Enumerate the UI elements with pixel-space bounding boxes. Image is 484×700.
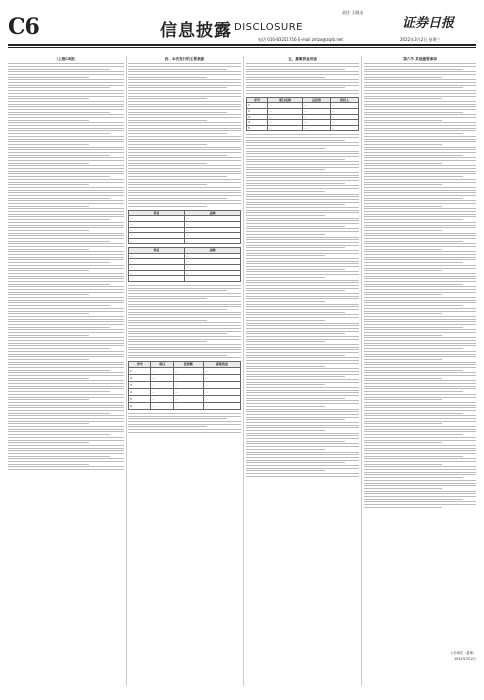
data-table: 序号 项目 投资额 募集资金 1 … … … 2 … … … 3 … … … 4 … … … 5 … … … 6 … … … [128,361,241,410]
page-number: C6 [8,14,39,40]
section-subtitle: DISCLOSURE [234,22,303,33]
column-divider [243,56,244,686]
column-heading: 五、募集资金用途 [288,57,317,61]
issue-date: 2022年3月2日 星期三 [400,37,441,42]
article-column-4 [364,56,476,688]
article-column-3 [246,56,359,688]
section-title: 信息披露 [160,21,232,41]
data-table: 项目 金额 … … … … … … … … … … [128,247,241,282]
column-heading: 第六节 其他重要事项 [403,57,437,61]
company-signature: 公告单位（盖章） [450,651,476,655]
masthead-rule-thin [8,47,476,48]
data-table: 序号 项目名称 总投资 拟投入 1 … … … 2 … … … 3 … … … 4 … … … 5 … … … [246,97,359,132]
article-column-1 [8,56,124,688]
contact-info: 电话 010-83251716 E-mail zmzx@zqrb.net [258,37,343,42]
column-divider [126,56,127,686]
signature-block [366,650,476,662]
masthead [0,0,484,44]
article-column-2 [128,56,241,688]
column-heading: （上接C5版） [54,57,78,61]
signature-date: 2022年3月2日 [454,657,476,661]
masthead-rule [8,44,476,46]
editor-credit: 责任 王晓圣 [342,10,364,15]
column-heading: 四、本次发行的主要条款 [164,57,205,61]
data-table: 项目 金额 … … … … … … … … … … [128,210,241,245]
column-divider [361,56,362,686]
newspaper-logo: 证券日报 [402,16,455,31]
